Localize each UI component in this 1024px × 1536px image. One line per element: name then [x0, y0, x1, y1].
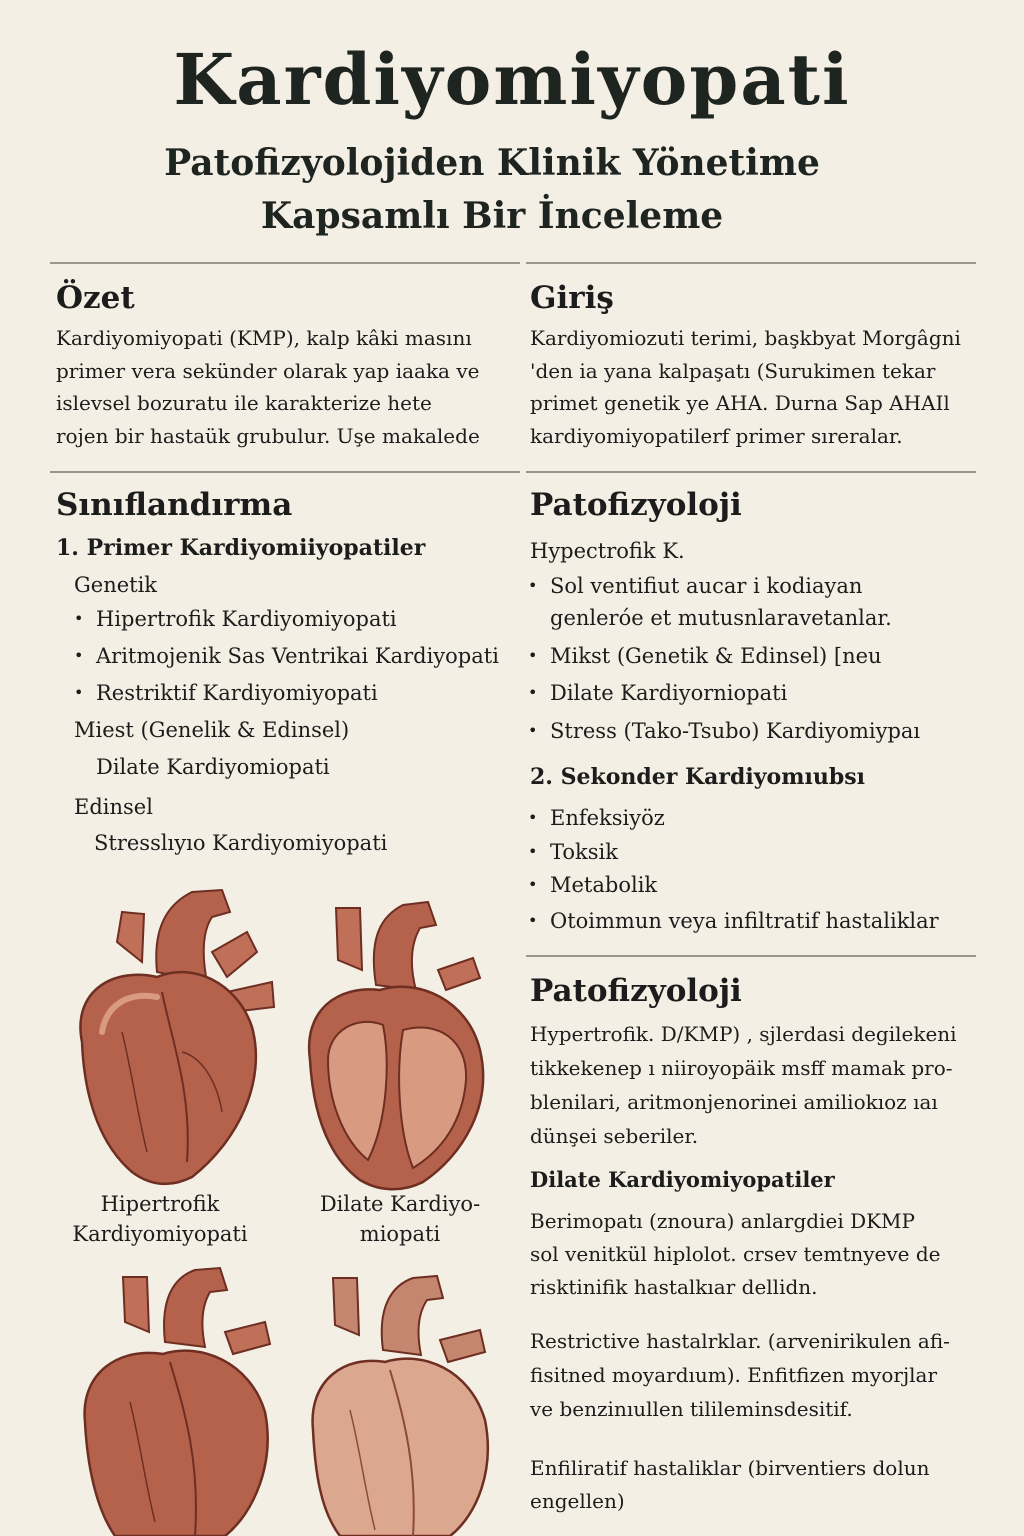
- patho2-line: blenilari, aritmonjenorinei amiliokıoz ıaı: [530, 1090, 938, 1114]
- secondary-item: • Enfeksiyöz: [550, 806, 665, 830]
- caption-line: Kardiyomiyopati: [72, 1222, 248, 1246]
- dilated-line: sol venitkül hiplolot. crsev temtnyeve de: [530, 1242, 941, 1266]
- vessel: [438, 958, 480, 990]
- mixed-label: Miest (Genelik & Edinsel): [74, 718, 350, 742]
- page-title: Kardiyomiyopati: [173, 38, 851, 121]
- dilated-line: risktinifik hastalkıar dellidn.: [530, 1275, 818, 1299]
- dilated-text: [530, 1205, 941, 1304]
- genetic-item: • Hipertrofik Kardiyomiyopati: [96, 607, 397, 631]
- restrictive-line: Restrictive hastalrklar. (arvenirikulen afi-: [530, 1329, 950, 1353]
- aorta: [164, 1268, 227, 1347]
- aorta: [382, 1276, 443, 1355]
- patho1-intro: Hypectrofik K.: [530, 539, 685, 563]
- summary-heading: Özet: [56, 280, 135, 316]
- intro-line: kardiyomiyopatilerf primer sıreralar.: [530, 423, 903, 448]
- dcm-caption: [305, 1189, 495, 1249]
- patho1-item: • Mikst (Genetik & Edinsel) [neu: [550, 644, 882, 668]
- divider: [526, 471, 976, 473]
- vessel: [212, 932, 257, 977]
- heart-illustration-bottom-right: [305, 1270, 500, 1536]
- divider: [526, 955, 976, 957]
- restrictive-line: ve benzinıullen tilileminsdesitif.: [530, 1397, 853, 1421]
- vessel: [336, 908, 362, 970]
- infiltrative-line: Enfiliratif hastaliklar (birventiers dolun: [530, 1456, 930, 1480]
- secondary-item: • Metabolik: [550, 873, 657, 897]
- vessel: [333, 1278, 359, 1335]
- vessel: [123, 1277, 149, 1332]
- patho2-heading: Patofizyoloji: [530, 973, 742, 1009]
- acquired-label: Edinsel: [74, 795, 153, 819]
- patho2-line: dünşei seberiler.: [530, 1124, 699, 1148]
- intro-line: Kardiyomiozuti terimi, başkbyat Morgâgni: [530, 326, 961, 350]
- patho1-item: • Stress (Tako-Tsubo) Kardiyomiypaı: [550, 719, 920, 743]
- summary-line: rojen bir hastaük grubulur. Uşe makalede: [56, 423, 480, 448]
- page-subtitle-line1: Patofizyolojiden Klinik Yönetime: [164, 142, 820, 184]
- page-subtitle-line2: Kapsamlı Bir İnceleme: [260, 195, 724, 237]
- genetic-item: • Restriktif Kardiyomiyopati: [96, 681, 378, 705]
- heart-illustration-bottom-left: [75, 1262, 280, 1536]
- hcm-caption: [60, 1189, 260, 1249]
- caption-line: Hipertrofik: [100, 1192, 220, 1216]
- intro-line: primet genetik ye AHA. Durna Sap AHAIl: [530, 391, 950, 415]
- genetic-label: Genetik: [74, 573, 158, 597]
- infiltrative-line: engellen): [530, 1489, 625, 1513]
- intro-heading: Giriş: [530, 280, 614, 316]
- summary-line: islevsel bozuratu ile karakterize hete: [56, 391, 432, 415]
- acquired-item: Stresslıyıo Kardiyomiyopati: [94, 831, 388, 855]
- heart-body: [80, 972, 255, 1184]
- restrictive-line: fisitned moyardıum). Enfitfizen myorjlar: [530, 1363, 938, 1387]
- caption-line: miopati: [359, 1222, 441, 1246]
- divider: [50, 262, 520, 264]
- patho1-item: • Dilate Kardiyorniopati: [550, 681, 787, 705]
- summary-line: primer vera sekünder olarak yap iaaka ve: [56, 358, 480, 383]
- dilated-heading: Dilate Kardiyomiyopatiler: [530, 1167, 835, 1192]
- summary-text: [56, 322, 480, 452]
- classification-heading: Sınıflandırma: [56, 487, 293, 523]
- summary-line: Kardiyomiyopati (KMP), kalp kâki masını: [56, 326, 472, 350]
- primary-heading: 1. Primer Kardiyomiiyopatiler: [56, 535, 426, 561]
- divider: [50, 471, 520, 473]
- hcm-heart-illustration: [62, 882, 282, 1192]
- secondary-heading: 2. Sekonder Kardiyomıubsı: [530, 764, 865, 790]
- vessel: [440, 1330, 485, 1362]
- secondary-item: • Otoimmun veya infiltratif hastaliklar: [550, 909, 939, 933]
- caption-line: Dilate Kardiyo-: [319, 1192, 481, 1216]
- intro-text: [530, 322, 961, 452]
- aorta: [156, 890, 230, 982]
- dcm-heart-illustration: [298, 890, 498, 1195]
- infiltrative-text: [530, 1452, 930, 1518]
- patho2-text: [530, 1017, 957, 1153]
- heart-body: [313, 1359, 488, 1536]
- aorta: [374, 902, 436, 990]
- dilated-line: Berimopatı (znoura) anlargdiei DKMP: [530, 1209, 915, 1233]
- heart-body: [85, 1351, 268, 1536]
- patho1-heading: Patofizyoloji: [530, 487, 742, 523]
- patho1-item: • Sol ventifiut aucar i kodiayan: [550, 574, 862, 598]
- vessel: [117, 912, 144, 962]
- divider: [526, 262, 976, 264]
- intro-line: 'den ia yana kalpaşatı (Surukimen tekar: [530, 358, 936, 383]
- mixed-item: Dilate Kardiyomiopati: [96, 755, 330, 779]
- genetic-item: • Aritmojenik Sas Ventrikai Kardiyopati: [96, 644, 499, 668]
- secondary-item: • Toksik: [550, 840, 618, 864]
- patho2-line: Hypertrofik. D/KMP) , sjlerdasi degilekeni: [530, 1022, 957, 1046]
- vessel: [225, 1322, 270, 1354]
- patho2-line: tikkekenep ı niiroyopäik msff mamak pro-: [530, 1056, 953, 1080]
- restrictive-text: [530, 1324, 950, 1426]
- patho1-item-cont: genleróe et mutusnlaravetanlar.: [550, 606, 892, 630]
